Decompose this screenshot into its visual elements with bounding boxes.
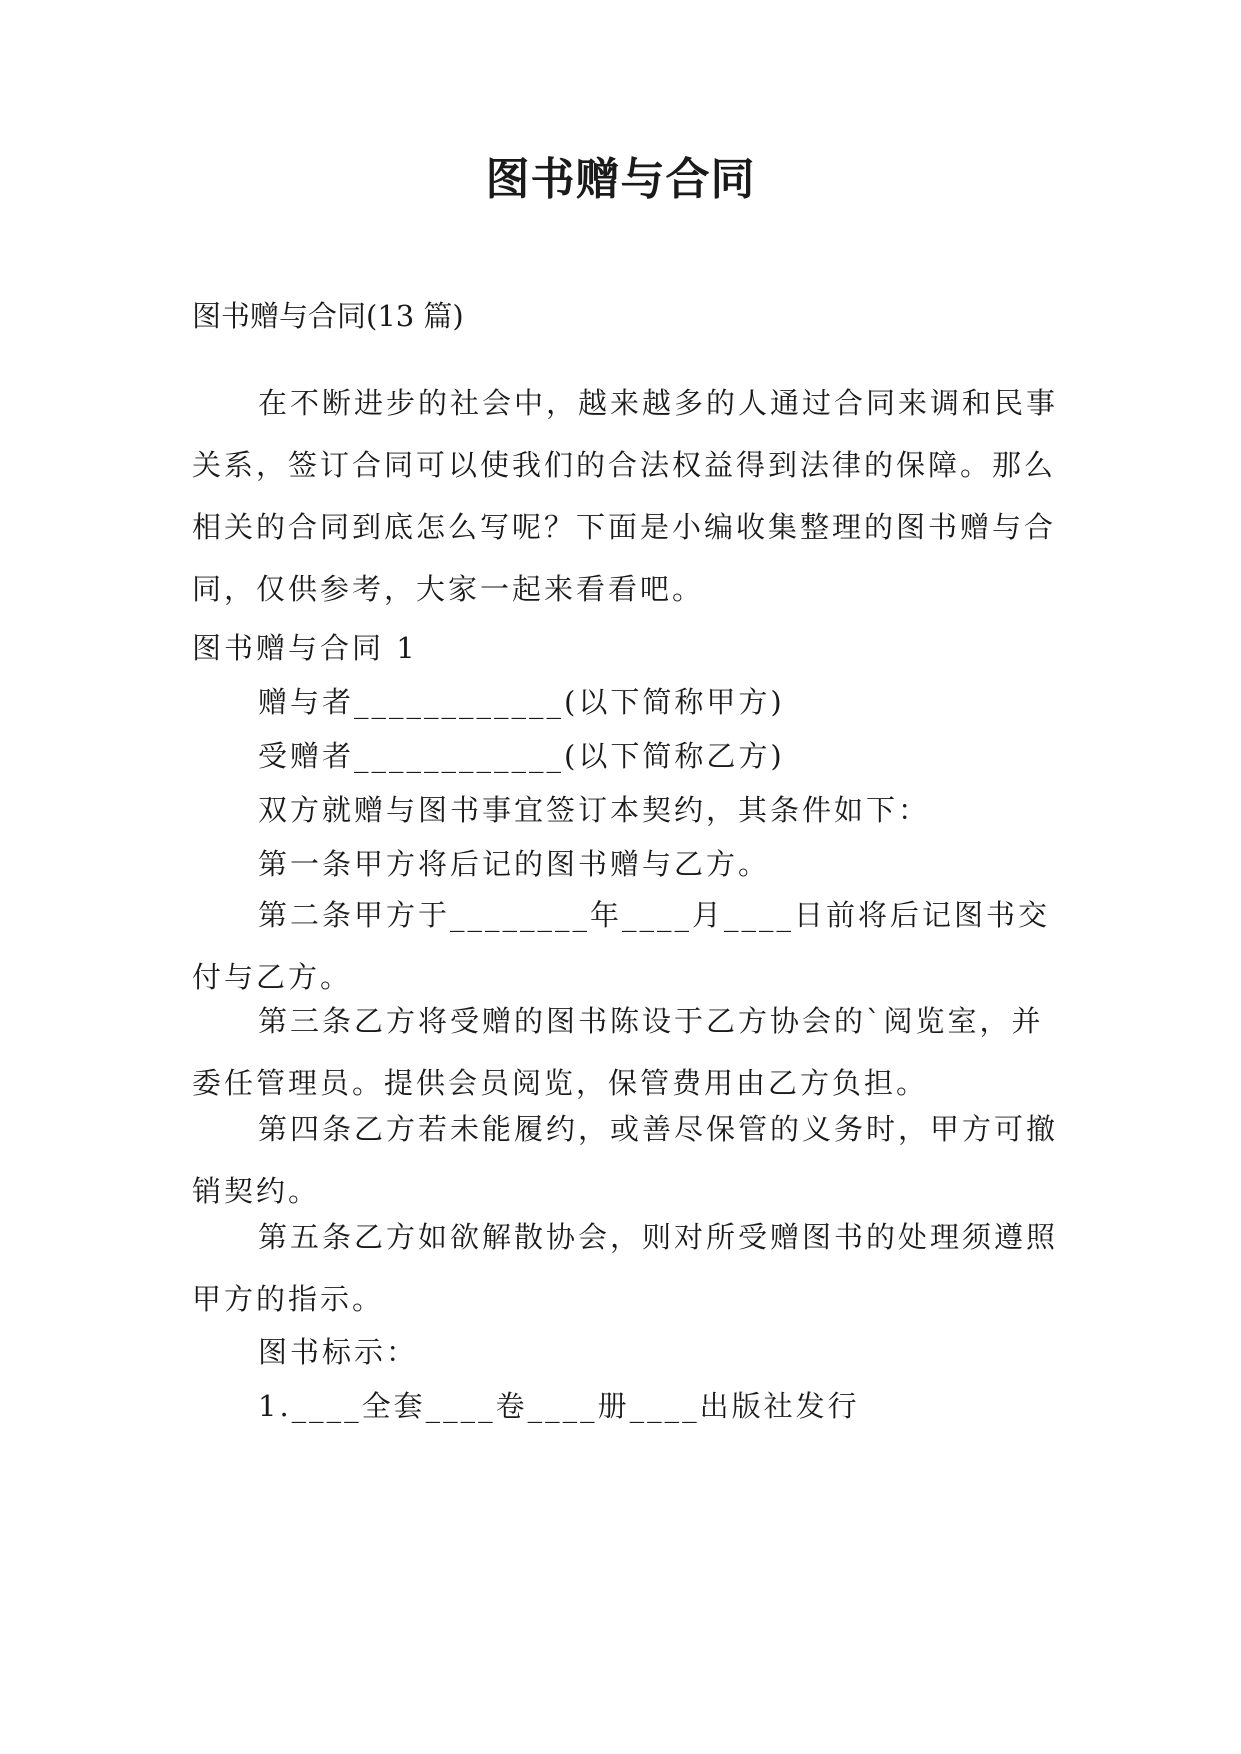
document-title: 图书赠与合同 (485, 154, 756, 205)
article-2: 第二条甲方于________年____月____日前将后记图书交付与乙方。 (192, 898, 1051, 994)
agreement-line: 双方就赠与图书事宜签订本契约，其条件如下： (258, 793, 931, 827)
donee-line: 受赠者____________(以下简称乙方) (258, 739, 785, 773)
article-4: 第四条乙方若未能履约，或善尽保管的义务时，甲方可撤销契约。 (192, 1112, 1059, 1208)
document-subtitle: 图书赠与合同(13 篇) (192, 299, 464, 333)
section-heading: 图书赠与合同 1 (192, 631, 418, 665)
book-label: 图书标示： (258, 1335, 419, 1369)
intro-paragraph: 在不断进步的社会中，越来越多的人通过合同来调和民事关系，签订合同可以使我们的合法权益得到法律的保障。那么相关的合同到底怎么写呢？下面是小编收集整理的图书赠与合同，仅供参考，大家一起来看看吧。 (192, 386, 1059, 606)
article-1: 第一条甲方将后记的图书赠与乙方。 (258, 847, 771, 881)
book-item-1: 1.____全套____卷____册____出版社发行 (258, 1389, 860, 1423)
article-5: 第五条乙方如欲解散协会，则对所受赠图书的处理须遵照甲方的指示。 (192, 1220, 1059, 1316)
article-3: 第三条乙方将受赠的图书陈设于乙方协会的`阅览室，并委任管理员。提供会员阅览，保管费用由乙方负担。 (192, 1004, 1044, 1100)
donor-line: 赠与者____________(以下简称甲方) (258, 685, 785, 719)
